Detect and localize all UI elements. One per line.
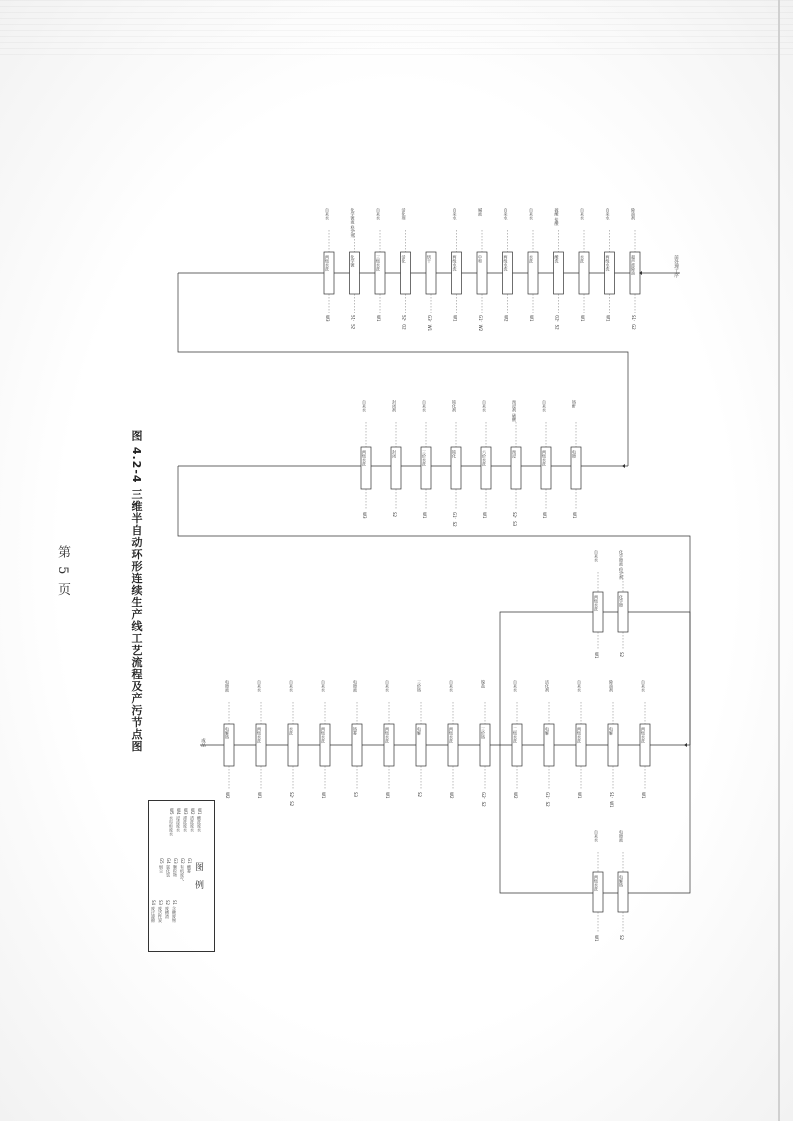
output-label: G2、S2 <box>481 792 486 807</box>
input-label: 自来水 <box>594 830 599 842</box>
input-label: 自来水 <box>482 400 487 412</box>
process-step-label: 三价水洗 <box>422 450 427 466</box>
input-label: 自来水 <box>325 208 330 220</box>
process-step-label: 两级水洗 <box>605 255 611 271</box>
input-label: 自来水 <box>513 680 518 692</box>
process-step-label: 三级水洗 <box>376 255 381 271</box>
input-label: 硫酸 盐酸 <box>554 208 560 226</box>
process-step-label: 三价铬 <box>481 727 486 739</box>
process-step-label: 活化 <box>401 255 407 263</box>
process-step-label: 两级水洗 <box>594 875 599 891</box>
legend-column-1 <box>168 808 203 836</box>
output-label: W1 <box>605 315 611 322</box>
output-label: W1 <box>482 512 487 519</box>
process-step-label: 预浸 <box>512 450 517 458</box>
output-label: S1、S2 <box>350 315 356 330</box>
output-label: G2、S2 <box>554 315 560 330</box>
output-label: W3 <box>325 315 330 322</box>
legend-entry: W2 清洗废水 <box>190 808 195 832</box>
legend-entry: G4 氯化氢 <box>166 858 171 877</box>
legend-entry: W1 酸洗废水 <box>197 808 202 832</box>
process-step-label: 六价水洗 <box>482 450 487 466</box>
process-step-label: 封闭 <box>392 450 397 458</box>
output-label: S1、G2 <box>631 315 636 330</box>
flow-arrow <box>622 464 625 468</box>
legend-entry: G1 酸雾 <box>187 858 192 873</box>
output-label: W1 <box>321 792 326 799</box>
legend-column-3 <box>150 900 178 922</box>
input-label: 自来水 <box>605 208 611 220</box>
output-label: W1 <box>542 512 547 519</box>
process-step-label: 烘干 <box>427 255 432 263</box>
output-label: W1 <box>529 315 534 322</box>
output-label: G1、S2 <box>452 512 457 527</box>
output-label: S2 <box>392 512 397 518</box>
output-label: S2 <box>619 935 624 941</box>
end-label: 成品 <box>200 738 206 747</box>
output-label: W1 <box>257 792 262 799</box>
input-label: 自来水 <box>542 400 547 412</box>
process-step-label: 电解 <box>609 727 614 735</box>
output-label: W1 <box>594 935 599 942</box>
input-label: 化学镀液 稳定剂 <box>619 550 624 580</box>
output-label: W1 <box>385 792 390 799</box>
legend-entry: G3 颗粒物 <box>173 858 178 877</box>
input-label: 钝化剂 <box>452 400 457 412</box>
process-step-label: 中和 <box>478 255 483 263</box>
input-label: 自来水 <box>362 400 367 412</box>
legend-entry: G2 有机废气 <box>180 858 185 881</box>
output-label: S2、G2 <box>401 315 407 330</box>
input-label: 镍盐 <box>481 680 486 688</box>
input-label: 电镀液 <box>225 680 230 692</box>
process-step-label: 化学镀 <box>619 595 624 607</box>
input-label: 自来水 <box>577 680 582 692</box>
flow-arrow <box>684 743 687 747</box>
process-step-label: 电镀 <box>572 450 577 458</box>
process-step-label: 酸洗 <box>554 255 560 263</box>
output-label: W1 <box>376 315 381 322</box>
input-label: 自来水 <box>376 208 381 220</box>
input-label: 自来水 <box>321 680 326 692</box>
input-label: 活化剂 <box>401 208 407 220</box>
process-step-label: 二级水洗 <box>513 727 518 743</box>
output-label: W2 <box>513 792 518 799</box>
output-label: W1 <box>594 652 599 659</box>
legend-entry: S3 废活性炭 <box>158 900 163 923</box>
process-step-label: 电解 <box>545 727 550 735</box>
legend-entry: S1 含酸废物 <box>172 900 177 923</box>
output-label: W3 <box>362 512 367 519</box>
legend-entry: S4 废过滤棉 <box>151 900 156 923</box>
legend-entry: S2 废槽渣 <box>165 900 170 919</box>
output-label: G3、W1 <box>427 315 432 332</box>
output-label: S2 <box>417 792 422 798</box>
process-step-label: 两级水洗 <box>577 727 582 743</box>
output-label: W1 <box>580 315 585 322</box>
output-label: G1、S2 <box>545 792 550 807</box>
input-label: 自来水 <box>422 400 427 412</box>
legend-title: 图 例 <box>193 862 203 892</box>
process-step-label: 两级水洗 <box>362 450 367 466</box>
input-label: 铬酐 <box>572 400 577 408</box>
input-label: 自来水 <box>580 208 585 220</box>
process-step-label: 两级水洗 <box>452 255 458 271</box>
legend-entry: W4 浸漆废水 <box>176 808 181 832</box>
input-label: 电镀液 <box>619 830 624 842</box>
output-label: W2 <box>449 792 454 799</box>
legend-entry: W5 水帘柜废水 <box>169 808 174 836</box>
process-step-label: 两级水洗 <box>257 727 262 743</box>
input-label: 电镀液 <box>353 680 358 692</box>
output-label: W1 <box>641 792 646 799</box>
input-label: 自来水 <box>529 208 534 220</box>
output-label: S3 <box>353 792 358 798</box>
process-step-label: 化学镀 <box>350 255 356 267</box>
input-label: 三价铬 <box>417 680 422 692</box>
input-label: 自来水 <box>257 680 262 692</box>
process-step-label: 电解 <box>417 727 422 735</box>
process-step-label: 两级水洗 <box>641 727 646 743</box>
input-label: 自来水 <box>503 208 509 220</box>
process-step-label: 两级水洗 <box>542 450 547 466</box>
process-step-label: 超声波除油 <box>631 255 636 275</box>
input-label: 自来水 <box>594 550 599 562</box>
input-label: 化学镀液 稳定剂 <box>350 208 356 238</box>
output-label: S2、S2 <box>289 792 294 807</box>
output-label: S1、W1 <box>609 792 614 808</box>
legend-column-2 <box>158 858 193 881</box>
process-step-label: 两级水洗 <box>385 727 390 743</box>
input-label: 自来水 <box>641 680 646 692</box>
start-label: 前处理工序 <box>673 255 679 278</box>
output-label: W1 <box>422 512 427 519</box>
process-step-label: 两级水洗 <box>503 255 509 271</box>
input-label: 自来水 <box>385 680 390 692</box>
output-label: W2 <box>225 792 230 799</box>
process-step-label: 铬雾 <box>353 727 358 735</box>
output-label: W1 <box>577 792 582 799</box>
input-label: 除油剂 <box>609 680 614 692</box>
input-label: 活化剂 <box>545 680 550 692</box>
input-label: 封闭剂 <box>392 400 397 412</box>
output-label: G1、W2 <box>478 315 483 332</box>
process-step-label: 两级水洗 <box>449 727 454 743</box>
output-label: W1 <box>572 512 577 519</box>
legend-entry: G5 烟尘 <box>159 858 164 873</box>
process-step-label: 钝化 <box>452 450 457 458</box>
process-step-label: 水洗 <box>289 727 294 735</box>
input-label: 碱液 <box>478 208 483 216</box>
flow-connector <box>178 273 628 466</box>
output-label: S2、S3 <box>512 512 517 527</box>
process-step-label: 两级水洗 <box>325 255 330 271</box>
output-label: W1 <box>452 315 458 322</box>
legend-entry: W3 漂洗废水 <box>183 808 188 832</box>
input-label: 自来水 <box>289 680 294 692</box>
process-step-label: 电解铬 <box>225 727 230 739</box>
process-step-label: 两级水洗 <box>321 727 326 743</box>
process-step-label: 水洗 <box>580 255 585 263</box>
output-label: S2 <box>619 652 624 658</box>
process-step-label: 两级水洗 <box>594 595 599 611</box>
input-label: 除油剂 <box>631 208 636 220</box>
process-step-label: 电解铬 <box>619 875 624 887</box>
input-label: 自来水 <box>449 680 454 692</box>
output-label: W2 <box>503 315 509 322</box>
figure-caption: 图 4.2-4 三维半自动环形连续生产线工艺流程及产污节点图 <box>130 430 143 753</box>
input-label: 自来水 <box>452 208 458 220</box>
page-number: 第 5 页 <box>55 545 70 598</box>
process-step-label: 水洗 <box>529 255 534 263</box>
input-label: 预浸剂 硫酸 <box>512 400 517 422</box>
